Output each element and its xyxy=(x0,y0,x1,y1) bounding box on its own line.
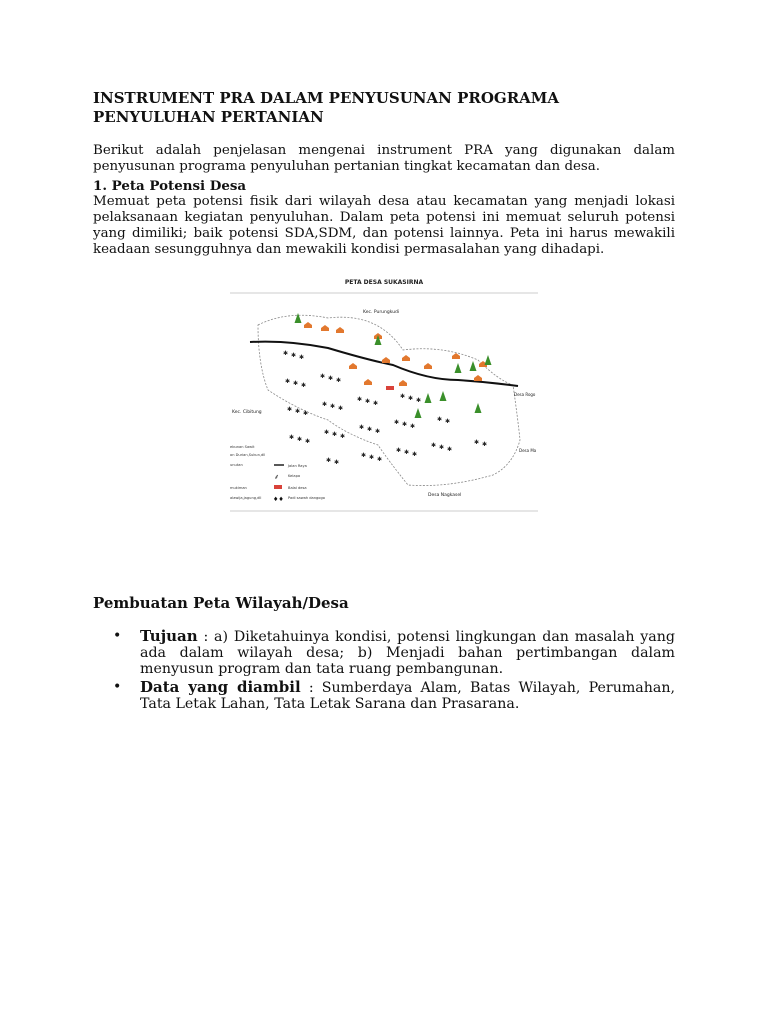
house-icon xyxy=(399,380,407,386)
palm-icon: ✱ xyxy=(334,459,340,466)
bullet-list xyxy=(113,628,675,714)
house-icon xyxy=(321,325,329,331)
palm-icon: ✱ xyxy=(367,426,373,433)
legend-right-3: Jalan Raya xyxy=(288,464,307,468)
legend-right-4: Kelapa xyxy=(288,474,301,478)
balai-desa-icon xyxy=(386,386,394,390)
palm-icon: ✱ xyxy=(404,449,410,456)
palm-icon: ✱ xyxy=(336,377,342,384)
palm-icon: ✱ xyxy=(330,403,336,410)
palm-icon: ✱ xyxy=(328,375,334,382)
house-icon xyxy=(474,375,482,381)
palm-icon: ✱ xyxy=(326,457,332,464)
palm-icon: ✱ xyxy=(410,423,416,430)
palm-icon: ✱ xyxy=(369,454,375,461)
legend-left-1: ebunan Sawit xyxy=(230,445,255,449)
palm-icon: ✱ xyxy=(396,447,402,454)
tree-icon xyxy=(425,393,432,403)
palm-icon: ✱ xyxy=(400,393,406,400)
palm-icon: ✱ xyxy=(297,436,303,443)
palm-icon: ✱ xyxy=(305,438,311,445)
legend-left-6: alawija,jagung,dll xyxy=(230,496,262,500)
house-icon xyxy=(452,353,460,359)
palm-icon: ✱ xyxy=(474,439,480,446)
palm-icon: ✱ xyxy=(283,350,289,357)
palm-icon: ✱ xyxy=(324,429,330,436)
legend-left-2: on Durian,Sukun,dll xyxy=(230,453,266,457)
label-east-2: Desa Ma xyxy=(519,448,537,453)
bullet-symbol: • xyxy=(113,628,122,644)
bullet-separator: : xyxy=(197,629,215,645)
palm-icon: ✱ xyxy=(402,421,408,428)
bullet-item-data xyxy=(113,679,675,712)
palm-icon: ✱ xyxy=(332,431,338,438)
title-line-1: INSTRUMENT PRA DALAM PENYUSUNAN PROGRAMA xyxy=(93,89,560,107)
legend-right-5: Balai desa xyxy=(288,486,307,490)
map-title: PETA DESA SUKASIRNA xyxy=(344,279,424,286)
village-potential-map xyxy=(228,270,540,514)
house-icon xyxy=(402,355,410,361)
tree-icon xyxy=(455,363,462,373)
palm-icon: ✱ xyxy=(373,400,379,407)
label-east-1: Desa Rogo xyxy=(514,392,536,397)
palm-icon: ✱ xyxy=(482,441,488,448)
title-line-2: PENYULUHAN PERTANIAN xyxy=(93,108,324,126)
palm-icon: ✱ xyxy=(359,424,365,431)
document-title xyxy=(93,89,683,127)
palm-icon: ✱ xyxy=(412,451,418,458)
legend-rice-icon: ♦♦ xyxy=(273,496,284,503)
palm-icon: ✱ xyxy=(285,378,291,385)
palm-icon: ✱ xyxy=(375,428,381,435)
palm-icon: ✱ xyxy=(431,442,437,449)
palm-icon: ✱ xyxy=(301,382,307,389)
palm-icon: ✱ xyxy=(408,395,414,402)
section-1-paragraph: Memuat peta potensi fisik dari wilayah desa atau kecamatan yang menjadi lokasi pelaksanaan kegiatan penyuluhan. Dalam peta potensi ini memuat seluruh potensi yang dimiliki; baik potensi SDA,SDM, dan potensi lainnya. Peta ini harus mewakili keadaan sesungguhnya dan mewakili kondisi permasalahan yang dihadapi. xyxy=(93,194,675,257)
palm-icon: ✱ xyxy=(361,452,367,459)
palm-icon: ✱ xyxy=(295,408,301,415)
palm-icon: ✱ xyxy=(322,401,328,408)
map-palms xyxy=(283,350,487,466)
legend-left-3: unutan xyxy=(230,463,243,467)
palm-icon: ✱ xyxy=(394,419,400,426)
palm-icon: ✱ xyxy=(287,406,293,413)
tree-icon xyxy=(475,403,482,413)
section-1-heading: 1. Peta Potensi Desa xyxy=(93,178,247,194)
palm-icon: ✱ xyxy=(357,396,363,403)
house-icon xyxy=(336,327,344,333)
legend-palm-icon: ⸙ xyxy=(274,473,280,481)
section-2-heading: Pembuatan Peta Wilayah/Desa xyxy=(93,594,349,612)
palm-icon: ✱ xyxy=(365,398,371,405)
palm-icon: ✱ xyxy=(303,410,309,417)
palm-icon: ✱ xyxy=(416,397,422,404)
palm-icon: ✱ xyxy=(445,418,451,425)
village-boundary xyxy=(258,315,520,485)
house-icon xyxy=(304,322,312,328)
label-west: Kec. Cibitung xyxy=(232,410,262,415)
palm-icon: ✱ xyxy=(320,373,326,380)
tree-icon xyxy=(470,361,477,371)
bullet-label: Data yang diambil xyxy=(140,678,301,696)
bullet-text: Sumberdaya Alam, Batas Wilayah, Perumahan, Tata Letak Lahan, Tata Letak Sarana dan Prasarana. xyxy=(140,680,675,712)
palm-icon: ✱ xyxy=(377,456,383,463)
palm-icon: ✱ xyxy=(437,416,443,423)
tree-icon xyxy=(415,408,422,418)
tree-icon xyxy=(295,313,302,323)
label-south: Desa Nagkasel xyxy=(428,493,462,498)
intro-paragraph: Berikut adalah penjelasan mengenai instrument PRA yang digunakan dalam penyusunan programa penyuluhan pertanian tingkat kecamatan dan desa. xyxy=(93,143,675,174)
palm-icon: ✱ xyxy=(340,433,346,440)
bullet-label: Tujuan xyxy=(140,627,198,645)
house-icon xyxy=(424,363,432,369)
palm-icon: ✱ xyxy=(289,434,295,441)
palm-icon: ✱ xyxy=(439,444,445,451)
legend-right-6: Padi sawah dangogo xyxy=(288,496,325,500)
house-icon xyxy=(364,379,372,385)
legend-left-5: mukiman xyxy=(230,486,247,490)
palm-icon: ✱ xyxy=(293,380,299,387)
house-icon xyxy=(382,357,390,363)
palm-icon: ✱ xyxy=(299,354,305,361)
bullet-item-tujuan xyxy=(113,628,675,677)
tree-icon xyxy=(485,355,492,365)
house-icon xyxy=(349,363,357,369)
legend-balai-icon xyxy=(274,485,282,489)
bullet-text: a) Diketahuinya kondisi, potensi lingkungan dan masalah yang ada dalam wilayah desa; b) Menjadi bahan pertimbangan dalam menyusun program dan tata ruang pembangunan. xyxy=(140,629,675,677)
bullet-separator: : xyxy=(300,680,322,696)
label-north: Kec. Purungkudi xyxy=(363,310,400,315)
map-legend xyxy=(230,445,325,503)
tree-icon xyxy=(440,391,447,401)
bullet-symbol: • xyxy=(113,679,122,695)
palm-icon: ✱ xyxy=(291,352,297,359)
palm-icon: ✱ xyxy=(447,446,453,453)
palm-icon: ✱ xyxy=(338,405,344,412)
